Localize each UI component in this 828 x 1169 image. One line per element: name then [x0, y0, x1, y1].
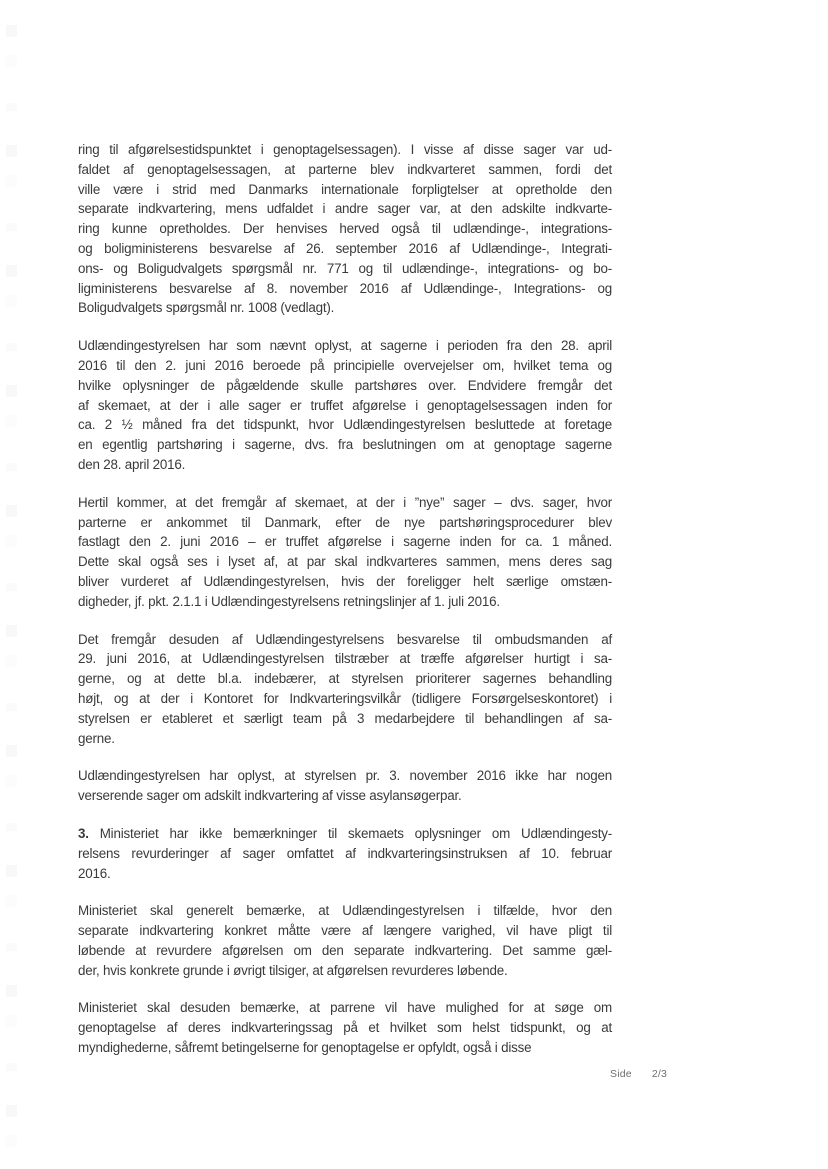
- paragraph: [78, 824, 612, 883]
- text-line: og boligministerens besvarelse af 26. september 2016 af Udlændinge-, Integrati-: [78, 240, 612, 256]
- text-line: 2016 til den 2. juni 2016 beroede på principielle overvejelser om, hvilket tema og: [78, 357, 612, 373]
- document-body: [78, 140, 612, 1076]
- text-line: genoptagelse af deres indkvarteringssag på et hvilket som helst tidspunkt, og at: [78, 1020, 612, 1036]
- paragraph: [78, 630, 612, 749]
- text-line: myndighederne, såfremt betingelserne for genoptagelse er opfyldt, også i disse: [78, 1040, 532, 1056]
- footer-label: Side: [610, 1068, 632, 1080]
- text-line: styrelsen er etableret et særligt team på 3 medarbejdere til behandlingen af sa-: [78, 710, 612, 726]
- text-line: ville være i strid med Danmarks internationale forpligtelser at opretholde den: [78, 181, 612, 197]
- paragraph: [78, 493, 612, 612]
- text-line: Udlændingestyrelsen har oplyst, at styrelsen pr. 3. november 2016 ikke har nogen: [78, 768, 612, 784]
- text-line: den 28. april 2016.: [78, 456, 186, 472]
- text-line: gerne, og at dette bl.a. indebærer, at styrelsen prioriterer sagernes behandling: [78, 671, 612, 687]
- text-line: digheder, jf. pkt. 2.1.1 i Udlændingestyrelsens retningslinjer af 1. juli 2016.: [78, 593, 500, 609]
- text-line: hvilke oplysninger de pågældende skulle partshøres over. Endvidere fremgår det: [78, 377, 612, 393]
- text-line: verserende sager om adskilt indkvartering af visse asylansøgerpar.: [78, 788, 462, 804]
- text-line: ligministerens besvarelse af 8. november 2016 af Udlændinge-, Integrations- og: [78, 280, 612, 296]
- page-footer: [610, 1068, 667, 1080]
- text-line: 29. juni 2016, at Udlændingestyrelsen tilstræber at træffe afgørelser hurtigt i sa-: [78, 651, 612, 667]
- text-line: Dette skal også ses i lyset af, at par skal indkvarteres sammen, mens deres sag: [78, 554, 612, 570]
- text-line: Udlændingestyrelsen har som nævnt oplyst, at sagerne i perioden fra den 28. april: [78, 338, 612, 354]
- text-line: en egentlig partshøring i sagerne, dvs. fra beslutningen om at genoptage sagerne: [78, 437, 612, 453]
- text-line: 2016.: [78, 865, 111, 881]
- text-line: der, hvis konkrete grunde i øvrigt tilsiger, at afgørelsen revurderes løbende.: [78, 962, 508, 978]
- page-number: 2/3: [651, 1068, 668, 1080]
- paragraph: [78, 336, 612, 475]
- text-line: faldet af genoptagelsessagen, at parterne blev indkvarteret sammen, fordi det: [78, 161, 612, 177]
- text-line: løbende at revurdere afgørelsen om den separate indkvartering. Det samme gæl-: [78, 942, 612, 958]
- text-line: Ministeriet skal generelt bemærke, at Udlændingestyrelsen i tilfælde, hvor den: [78, 903, 612, 919]
- text-line: højt, og at der i Kontoret for Indkvarteringsvilkår (tidligere Forsørgelseskontoret) i: [78, 690, 612, 706]
- paragraph: [78, 140, 612, 318]
- paragraph: [78, 901, 612, 980]
- text-line: separate indkvartering konkret måtte være af længere varighed, vil have pligt til: [78, 923, 612, 939]
- text-line: Boligudvalgets spørgsmål nr. 1008 (vedlagt).: [78, 300, 335, 316]
- text-line: gerne.: [78, 730, 115, 746]
- text-line: ring kunne opretholdes. Der henvises herved også til udlændinge-, integrations-: [78, 221, 612, 237]
- text-line: ons- og Boligudvalgets spørgsmål nr. 771 og til udlændinge-, integrations- og bo-: [78, 260, 612, 276]
- text-line: relsens revurderinger af sager omfattet af indkvarteringsinstruksen af 10. februar: [78, 845, 612, 861]
- text-line: separate indkvartering, mens udfaldet i andre sager var, at den adskilte indkvarte-: [78, 201, 612, 217]
- text-line: parterne er ankommet til Danmark, efter de nye partshøringsprocedurer blev: [78, 514, 612, 530]
- text-line: Det fremgår desuden af Udlændingestyrelsens besvarelse til ombudsmanden af: [78, 631, 612, 647]
- text-line: af skemaet, at der i alle sager er truffet afgørelse i genoptagelsessagen inden for: [78, 397, 612, 413]
- paragraph: [78, 998, 612, 1057]
- text-line: fastlagt den 2. juni 2016 – er truffet afgørelse i sagerne inden for ca. 1 måned.: [78, 534, 612, 550]
- text-line: Hertil kommer, at det fremgår af skemaet, at der i ”nye” sager – dvs. sager, hvor: [78, 494, 612, 510]
- text-line: ca. 2 ½ måned fra det tidspunkt, hvor Udlændingestyrelsen besluttede at foretage: [78, 417, 612, 433]
- paragraph: [78, 766, 612, 806]
- paragraph-number: 3.: [78, 825, 89, 841]
- text-line: bliver vurderet af Udlændingestyrelsen, hvis der foreligger helt særlige omstæn-: [78, 573, 612, 589]
- text-line: 3. Ministeriet har ikke bemærkninger til skemaets oplysninger om Udlændingesty-: [78, 825, 612, 841]
- scan-artifact-strip: [6, 25, 17, 1155]
- text-line: ring til afgørelsestidspunktet i genoptagelsessagen). I visse af disse sager var ud-: [78, 142, 612, 157]
- text-line: Ministeriet skal desuden bemærke, at parrene vil have mulighed for at søge om: [78, 1000, 612, 1016]
